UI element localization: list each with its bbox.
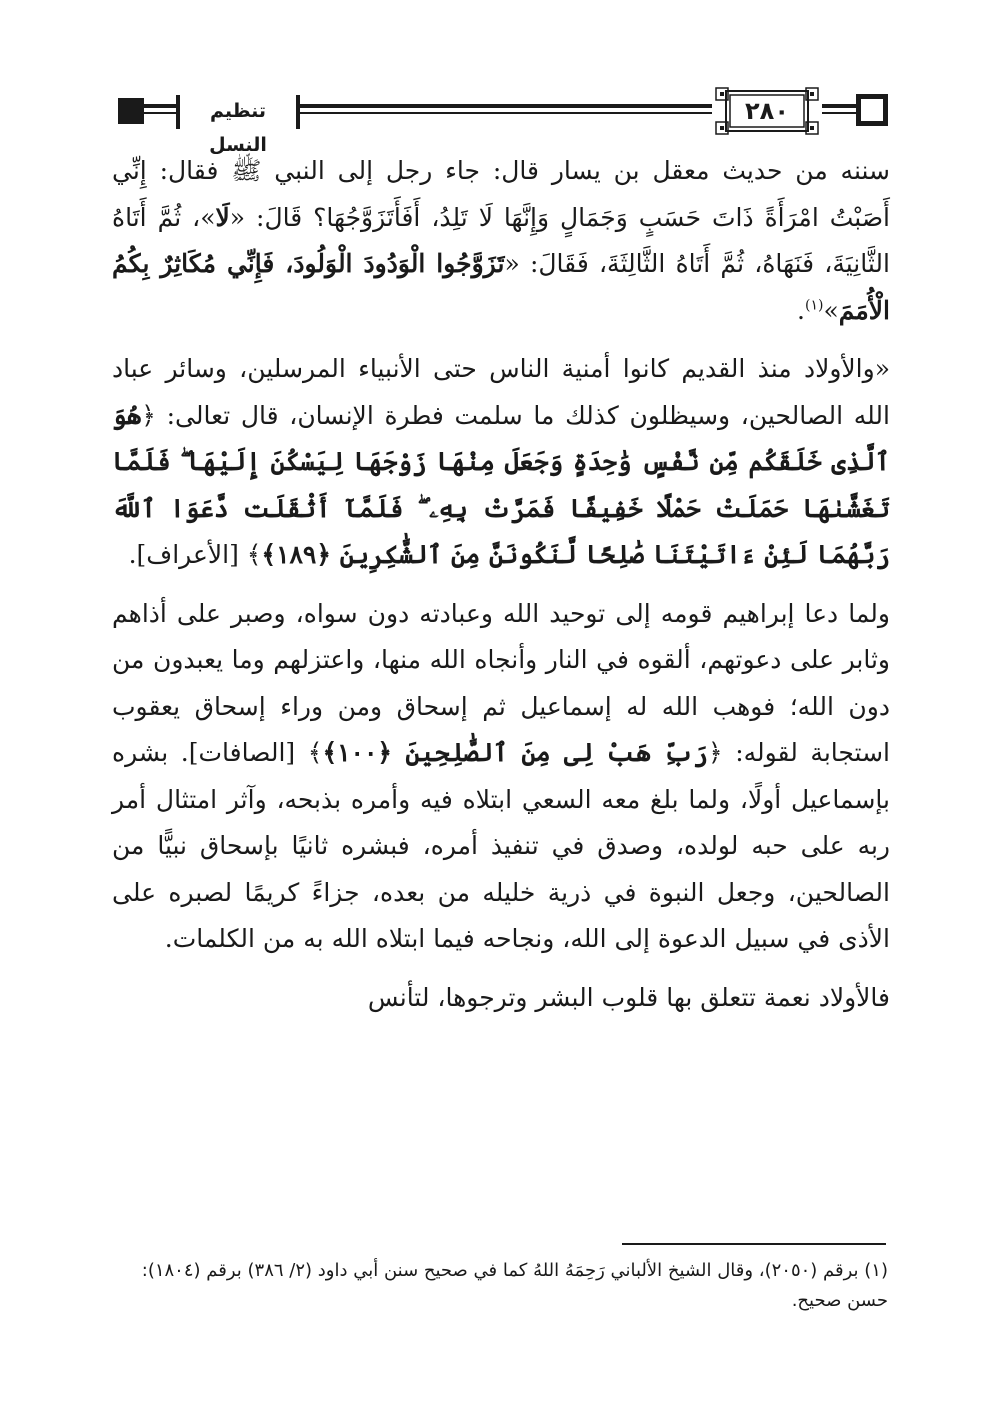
paragraph-text: سننه من حديث معقل بن يسار قال: جاء رجل إلى النبي ﷺ فقال: إِنِّي أَصَبْتُ امْرَأَةً ذَاتَ حَسَبٍ وَجَمَالٍ وَإِنَّهَا لَا تَلِدُ، أَفَأَتَزَوَّجُهَا؟ قَالَ: « xyxy=(112,156,890,232)
header-rule xyxy=(144,112,176,114)
header-square-ornament xyxy=(856,94,888,126)
header-square-ornament xyxy=(118,98,144,124)
paragraph-text: «والأولاد منذ القديم كانوا أمنية الناس حتى الأنبياء المرسلين، وسائر عباد الله الصالحين، وسيظلون كذلك ما سلمت فطرة الإنسان، قال تعالى: ﴿ xyxy=(112,354,890,430)
footnote: (١) برقم (٢٠٥٠)، وقال الشيخ الألباني رَحِمَهُ اللهُ كما في صحيح سنن أبي داود (٢/ ٣٨٦) برقم (١٨٠٤): حسن صحيح. xyxy=(141,1260,888,1311)
header-rule xyxy=(822,104,856,108)
paragraph-text: . xyxy=(797,295,805,325)
header-rule xyxy=(822,112,856,114)
paragraph-text: ﴾ [الصافات]. بشره بإسماعيل أولًا، ولما بلغ معه السعي ابتلاه فيه وأمره بذبحه، وآثر امتثال أمر ربه على حبه لولده، وصدق في تنفيذ أمره، فبشره ثانيًا بإسحاق نبيًّا من الصالحين، وجعل النبوة في ذرية خليله من بعده، جزاءً كريمًا لصبره على الأذى في سبيل الدعوة إلى الله، ونجاحه فيما ابتلاه الله به من الكلمات. xyxy=(112,738,890,953)
page-header xyxy=(118,86,886,156)
paragraph-text: »، ثُمَّ أَتَاهُ الثَّانِيَةَ، فَنَهَاهُ، ثُمَّ أَتَاهُ الثَّالِثَةَ، فَقَالَ: « xyxy=(112,202,890,278)
body-text xyxy=(112,148,890,1021)
header-divider xyxy=(176,95,180,129)
hadith-quote: تَزَوَّجُوا الْوَدُودَ الْوَلُودَ، فَإِنِّي مُكَاثِرٌ بِكُمُ الْأُمَمَ xyxy=(112,249,890,325)
paragraph-text: ﴾ [الأعراف]. xyxy=(128,540,262,569)
running-title: تنظيم النسل xyxy=(209,100,267,156)
page-number-frame xyxy=(712,86,822,136)
footnote-reference: (١) xyxy=(805,297,824,314)
paragraph-hadith xyxy=(112,148,890,334)
header-rule xyxy=(144,104,176,108)
footnote-separator xyxy=(622,1243,886,1245)
paragraph-text: فالأولاد نعمة تتعلق بها قلوب البشر وترجوها، لتأنس xyxy=(367,982,890,1012)
paragraph-text: ولما دعا إبراهيم قومه إلى توحيد الله وعبادته دون سواه، وصبر على أذاهم وثابر على دعوتهم، ألقوه في النار وأنجاه الله منها، واعتزلهم وما يعبدون من دون الله؛ فوهب الله له إسماعيل ثم إسحاق ومن وراء إسحاق يعقوب استجابة لقوله: ﴿ xyxy=(112,598,890,767)
paragraph-children-wish xyxy=(112,346,890,579)
paragraph-ibrahim xyxy=(112,591,890,963)
paragraph-text: » xyxy=(823,295,839,325)
hadith-quote: لَا xyxy=(215,202,230,232)
header-rule xyxy=(300,104,712,108)
quran-verse: هُوَ ٱلَّذِى خَلَقَكُم مِّن نَّفْسٍ وَٰحِدَةٍ وَجَعَلَ مِنْهَا زَوْجَهَا لِيَسْكُنَ إِلَيْهَا ۖ فَلَمَّا تَغَشَّىٰهَا حَمَلَتْ حَمْلًا خَفِيفًا فَمَرَّتْ بِهِۦ ۖ فَلَمَّآ أَثْقَلَت دَّعَوَا ٱللَّهَ رَبَّهُمَا لَئِنْ ءَاتَيْتَنَا صَٰلِحًا لَّنَكُونَنَّ مِنَ ٱلشَّٰكِرِينَ ﴿١٨٩﴾ xyxy=(112,400,890,569)
quran-verse: رَبِّ هَبْ لِى مِنَ ٱلصَّٰلِحِينَ ﴿١٠٠﴾ xyxy=(322,738,708,767)
header-rule xyxy=(300,112,712,114)
page-number: ٢٨٠ xyxy=(745,97,789,125)
paragraph-continuation xyxy=(112,975,890,1022)
